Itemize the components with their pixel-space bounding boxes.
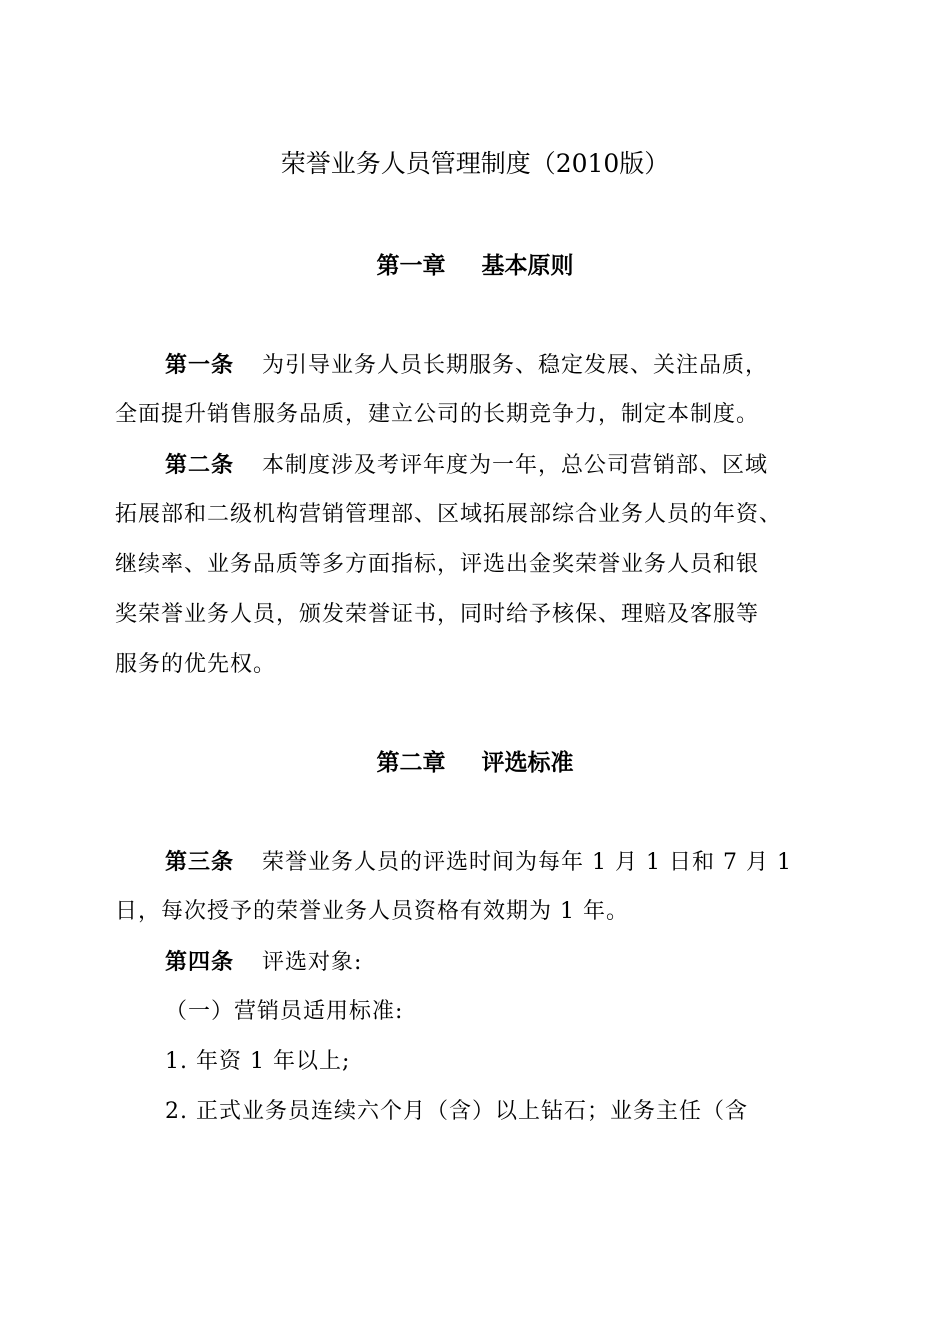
article-3-line-1 — [165, 846, 792, 879]
article-3-label: 第三条 — [165, 849, 235, 875]
article-2-line-3: 继续率、业务品质等多方面指标，评选出金奖荣誉业务人员和银 — [115, 552, 760, 577]
article-4-item-2: 2. 正式业务员连续六个月（含）以上钻石；业务主任（含 — [165, 1099, 748, 1124]
article-3-line-2: 日，每次授予的荣誉业务人员资格有效期为 1 年。 — [115, 899, 629, 924]
article-2-line-5: 服务的优先权。 — [115, 652, 277, 677]
article-1-text-1: 为引导业务人员长期服务、稳定发展、关注品质， — [262, 353, 769, 378]
chapter-2-name: 评选标准 — [481, 749, 574, 776]
article-4-item-1: 1. 年资 1 年以上; — [165, 1049, 351, 1074]
article-4-line-1 — [165, 946, 362, 979]
article-2-line-4: 奖荣誉业务人员，颁发荣誉证书，同时给予核保、理赔及客服等 — [115, 602, 760, 627]
chapter-1-name: 基本原则 — [481, 252, 574, 279]
article-2-line-1 — [165, 449, 768, 482]
article-1-label: 第一条 — [165, 352, 235, 378]
article-3-text-1: 荣誉业务人员的评选时间为每年 1 月 1 日和 7 月 1 — [262, 850, 792, 875]
article-2-text-1: 本制度涉及考评年度为一年，总公司营销部、区域 — [262, 453, 769, 478]
document-title: 荣誉业务人员管理制度（2010版） — [280, 149, 670, 178]
chapter-1-number: 第一章 — [376, 252, 446, 279]
chapter-2-number: 第二章 — [376, 749, 446, 776]
chapter-2-heading — [0, 747, 950, 779]
article-2-line-2: 拓展部和二级机构营销管理部、区域拓展部综合业务人员的年资、 — [115, 502, 783, 527]
article-4-label: 第四条 — [165, 949, 235, 975]
article-1-line-1 — [165, 349, 768, 382]
chapter-1-heading — [0, 250, 950, 282]
article-1-line-2: 全面提升销售服务品质，建立公司的长期竞争力，制定本制度。 — [115, 402, 760, 427]
article-4-sub-heading: （一）营销员适用标准: — [165, 999, 404, 1024]
article-4-text: 评选对象: — [262, 950, 363, 975]
article-2-label: 第二条 — [165, 452, 235, 478]
